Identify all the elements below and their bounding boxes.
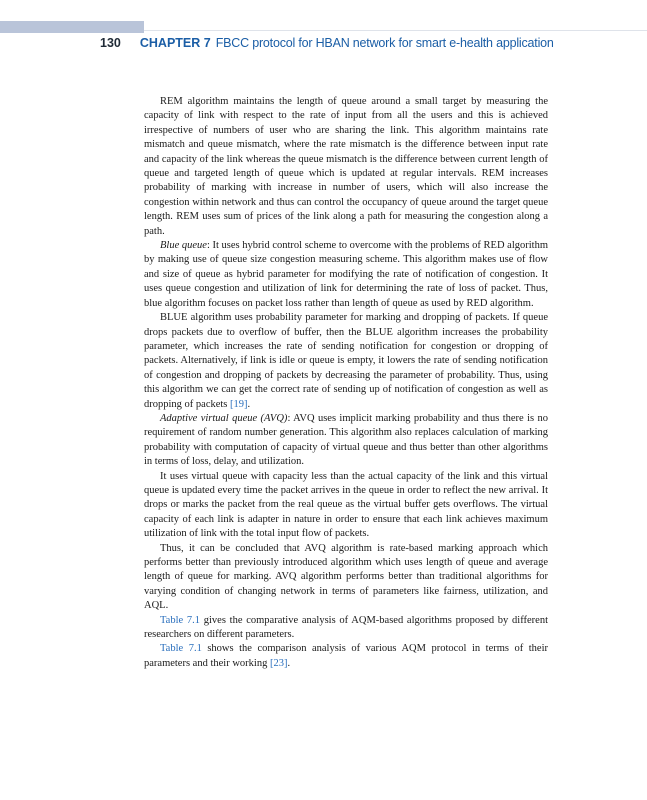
paragraph-text: : It uses hybrid control scheme to overcome with the problems of RED algorithm by making use of queue size congestion measuring scheme. This algorithm makes use of flow and size of queue as hybrid parameter for modifying the rate of notification of congestion. It uses queue congestion and utilization of link for determining the rate of loss of packet. Thus, blue algorithm focuses on packet loss rather than length of queue as used by RED algorithm. <box>144 240 548 309</box>
table-link[interactable]: Table 7.1 <box>160 643 202 655</box>
citation-link[interactable]: [19] <box>230 398 248 410</box>
chapter-title: FBCC protocol for HBAN network for smart e-health application <box>215 36 554 50</box>
paragraph-text: gives the comparative analysis of AQM-based algorithms proposed by different researchers on different parameters. <box>144 614 548 641</box>
running-header <box>100 36 554 54</box>
table-link[interactable]: Table 7.1 <box>160 614 201 626</box>
page-header-bar <box>0 21 144 33</box>
paragraph-blue-queue <box>144 239 548 311</box>
paragraph-text: : AVQ uses implicit marking probability and thus there is no requirement of random number generation. This algorithm also replaces calculation of marking probability with computation of capacity of virtual queue and thus better than other algorithms in terms of loss, delay, and utilization. <box>144 412 548 468</box>
page-number: 130 <box>100 36 121 50</box>
paragraph-avq <box>144 412 548 470</box>
header-rule <box>144 30 647 31</box>
body-text <box>144 95 548 671</box>
paragraph-conclusion: Thus, it can be concluded that AVQ algorithm is rate-based marking approach which performs better than previously introduced algorithm which uses length of queue and average length of queue for marking. AVQ algorithm performs better than traditional algorithms for varying condition of changing network in terms of parameters like fairness, utilization, and AQL. <box>144 542 548 612</box>
paragraph-virtual-queue: It uses virtual queue with capacity less than the actual capacity of the link and this virtual queue is updated every time the packet arrives in the queue in order to reflect the new arrival. It drops or marks the packet from the real queue as the virtual buffer gets overflows. The virtual capacity of each link is adapter in nature in order to ensure that each link achieves maximum utilization of link with the total input flow of packets. <box>144 470 548 540</box>
paragraph-blue-algorithm <box>144 311 548 412</box>
paragraph-rem: REM algorithm maintains the length of queue around a small target by measuring the capacity of link with respect to the rate of input from all the users and this is achieved irrespective of numbers of user who are sharing the link. This algorithm maintains rate mismatch and queue mismatch, where the rate mismatch is the difference between input rate and capacity of the link whereas the queue mismatch is the difference between current length of queue and targeted length of queue which is updated at regular intervals. REM increases probability of marking with increase in number of users, which will also increase the congestion within network and thus can control the occupancy of queue around the target queue length. REM uses sum of prices of the link along a path for measuring the congestion along a path. <box>144 96 548 237</box>
paragraph-text: BLUE algorithm uses probability parameter for marking and dropping of packets. If queue drops packets due to overflow of buffer, then the BLUE algorithm increases the probability parameter, which increases the rate of sending notification for congestion or dropping of packets. Alternatively, if link is idle or queue is empty, it lowers the rate of sending notification of congestion and dropping of packets by decreasing the parameter of probability. Thus, using this algorithm we can get the correct rate of sending up of notification of congestion as well as dropping of packets <box>144 312 548 410</box>
paragraph-end: . <box>247 398 251 410</box>
term-blue-queue: Blue queue <box>160 240 207 252</box>
paragraph-table-comparison <box>144 642 548 671</box>
paragraph-end: . <box>287 657 291 669</box>
paragraph-text: shows the comparison analysis of various AQM protocol in terms of their parameters and their working <box>144 643 549 669</box>
chapter-label: CHAPTER 7 <box>139 36 211 50</box>
paragraph-table-intro <box>144 614 548 643</box>
term-avq: Adaptive virtual queue (AVQ) <box>160 412 288 424</box>
citation-link[interactable]: [23] <box>269 657 288 669</box>
